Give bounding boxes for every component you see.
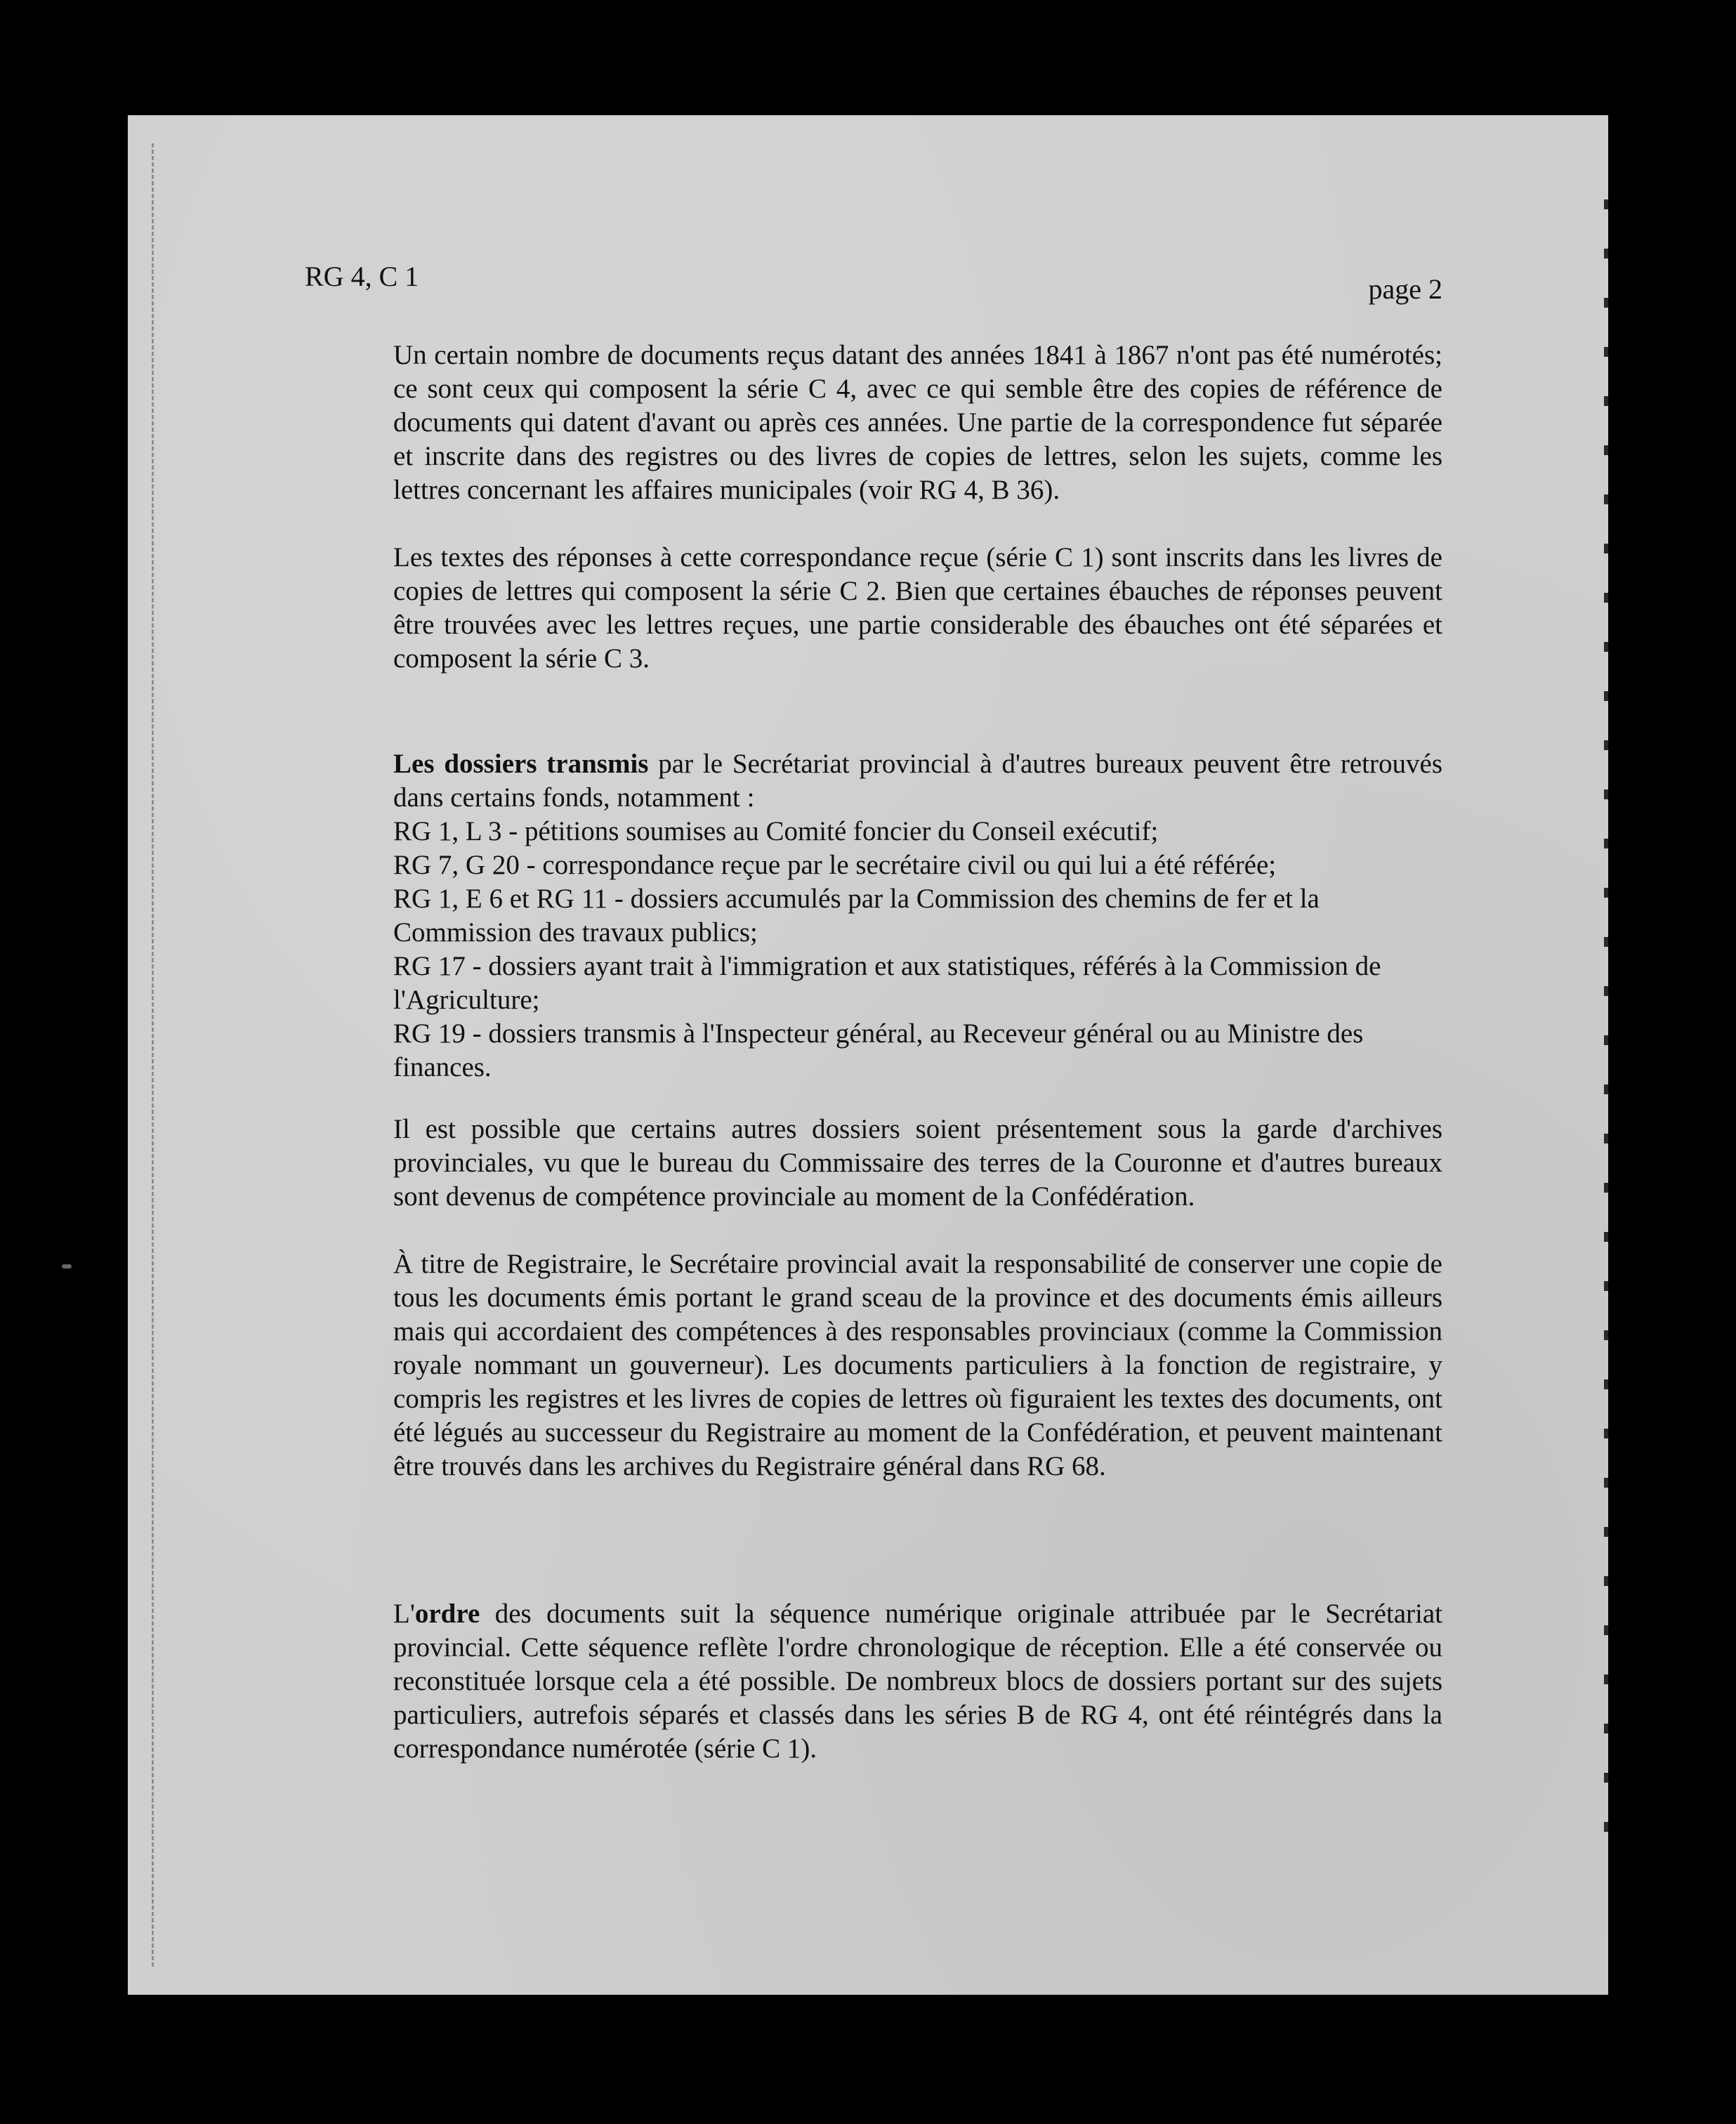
paragraph-text: Les textes des réponses à cette correspondance reçue (série C 1) sont inscrits dans les livres de copies de lettres qui composent la série C 2. Bien que certaines ébauches de réponses peuvent être trouvées avec les lettres reçues, une partie considerable des ébauches ont été séparées et composent la série C 3. xyxy=(393,542,1442,674)
bold-term: ordre xyxy=(414,1599,480,1629)
bold-term: Les dossiers transmis xyxy=(393,749,649,779)
fonds-list xyxy=(393,815,1442,1084)
paragraph-replies xyxy=(393,541,1442,676)
paragraph-text: À titre de Registraire, le Secrétaire provincial avait la responsabilité de conserver une copie de tous les documents émis portant le grand sceau de la province et des documents émis ailleurs mais qui accordaient des compétences à des responsables provinciaux (comme la Commission royale nommant un gouverneur). Les documents particuliers à la fonction de registraire, y compris les registres et les livres de copies de lettres où figuraient les textes des documents, ont été légués au successeur du Registraire au moment de la Confédération, et peuvent maintenant être trouvés dans les archives du Registraire général dans RG 68. xyxy=(393,1249,1442,1481)
perforation-edge xyxy=(152,143,154,1967)
list-item: RG 19 - dossiers transmis à l'Inspecteur général, au Receveur général ou au Ministre des finances. xyxy=(393,1018,1364,1082)
paragraph-provincial-archives xyxy=(393,1113,1442,1214)
reference-header: RG 4, C 1 xyxy=(305,261,419,292)
list-item: RG 7, G 20 - correspondance reçue par le secrétaire civil ou qui lui a été référée; xyxy=(393,850,1277,880)
paragraph-text: des documents suit la séquence numérique originale attribuée par le Secrétariat provincial. Cette séquence reflète l'ordre chronologique de réception. Elle a été conservée ou reconstituée lorsque cela a été possible. De nombreux blocs de dossiers portant sur des sujets particuliers, autrefois séparés et classés dans les séries B de RG 4, ont été réintégrés dans la correspondance numérotée (série C 1). xyxy=(393,1599,1442,1764)
list-item: RG 17 - dossiers ayant trait à l'immigration et aux statistiques, référés à la Commission de l'Agriculture; xyxy=(393,951,1381,1015)
list-item: RG 1, L 3 - pétitions soumises au Comité foncier du Conseil exécutif; xyxy=(393,816,1159,846)
paragraph-order xyxy=(393,1597,1442,1766)
paragraph-text: Il est possible que certains autres dossiers soient présentement sous la garde d'archives provinciales, vu que le bureau du Commissaire des terres de la Couronne et d'autres bureaux sont devenus de compétence provinciale au moment de la Confédération. xyxy=(393,1114,1442,1212)
list-item: RG 1, E 6 et RG 11 - dossiers accumulés par la Commission des chemins de fer et la Commission des travaux publics; xyxy=(393,884,1320,948)
paragraph-lead xyxy=(393,747,1442,815)
scanned-page xyxy=(128,115,1608,1995)
paragraph-unnumbered-documents xyxy=(393,339,1442,507)
scan-artifact xyxy=(62,1264,72,1268)
paragraph-text: Un certain nombre de documents reçus datant des années 1841 à 1867 n'ont pas été numérotés; ce sont ceux qui composent la série C 4, avec ce qui semble être des copies de référence de documents qui datent d'avant ou après ces années. Une partie de la correspondence fut séparée et inscrite dans des registres ou des livres de copies de lettres, selon les sujets, comme les lettres concernant les affaires municipales (voir RG 4, B 36). xyxy=(393,340,1442,505)
paragraph-text: par le Secrétariat provincial à d'autres bureaux peuvent être retrouvés dans certains fonds, notamment : xyxy=(393,749,1442,813)
paragraph-transmitted-files xyxy=(393,747,1442,1084)
page-number: page 2 xyxy=(1368,273,1442,305)
paragraph-text: L' xyxy=(393,1599,415,1629)
page-edge-marks xyxy=(1604,199,1608,1868)
paragraph-lead xyxy=(393,1597,1442,1766)
paragraph-registrar xyxy=(393,1247,1442,1483)
